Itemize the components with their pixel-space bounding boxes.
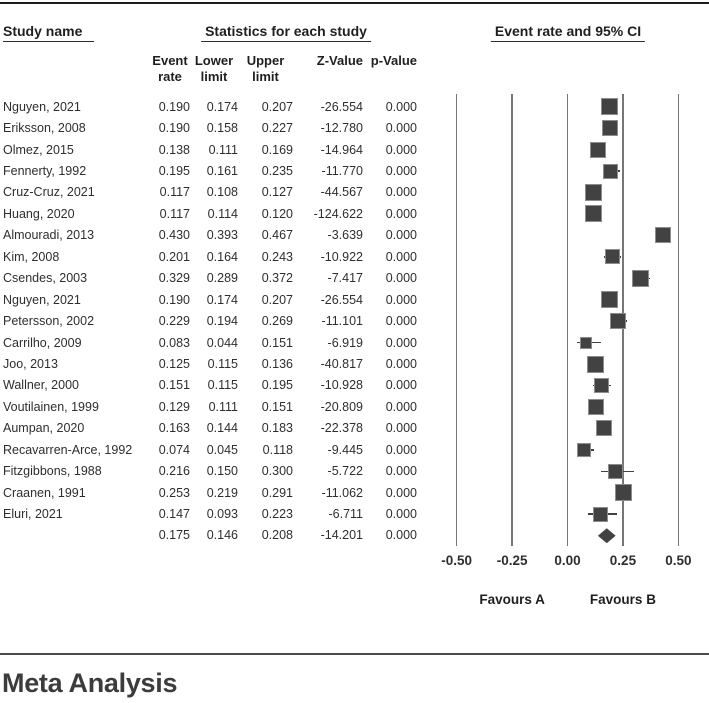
lower-limit-cell: 0.108 [206,185,238,200]
table-row [0,375,417,396]
table-row [0,439,417,460]
study-name-cell: Voutilainen, 1999 [3,399,99,414]
z-value-cell: -11.062 [321,485,363,500]
lower-limit-cell: 0.393 [206,228,238,243]
study-name-header: Study name [3,23,94,42]
x-axis-tick-label: -0.50 [441,553,473,568]
table-row [0,117,417,138]
study-marker [610,313,626,329]
z-value-cell: -14.964 [320,142,363,157]
z-value-cell: -6.919 [327,335,363,350]
study-marker [601,291,618,308]
ci-line [606,106,613,108]
column-header-upper-limit: Upper limit [246,53,285,84]
table-row [0,310,417,331]
upper-limit-cell: 0.136 [261,356,293,371]
z-value-cell: -26.554 [320,99,363,114]
x-axis-tick-label: -0.25 [496,553,528,568]
z-value-cell: -20.809 [320,399,363,414]
upper-limit-cell: 0.227 [261,121,293,136]
ci-line [593,213,594,215]
ci-line [578,449,594,451]
z-value-cell: -6.711 [328,507,363,522]
p-value-cell: 0.000 [385,228,417,243]
axis-gridline [567,94,569,546]
study-marker [632,270,649,287]
meta-analysis-title: Meta Analysis [2,668,178,698]
study-name-cell: Csendes, 2003 [3,271,88,286]
p-value-cell: 0.000 [385,507,417,522]
z-value-cell: -124.622 [313,206,363,221]
lower-limit-cell: 0.158 [206,121,238,136]
upper-limit-cell: 0.195 [261,378,293,393]
ci-group-header: Event rate and 95% CI [491,23,645,42]
study-name-cell: Craanen, 1991 [3,485,86,500]
study-marker [580,337,592,349]
event-rate-cell: 0.083 [158,335,190,350]
ci-line [603,127,618,129]
p-value-cell: 0.000 [385,314,417,329]
p-value-cell: 0.000 [385,164,417,179]
upper-limit-cell: 0.243 [261,249,293,264]
table-row [0,418,417,439]
study-marker [593,507,608,522]
study-marker [585,205,602,222]
ci-line [611,320,628,322]
p-value-cell: 0.000 [385,99,417,114]
lower-limit-cell: 0.174 [206,292,238,307]
ci-line [592,149,605,151]
upper-limit-cell: 0.183 [261,421,293,436]
lower-limit-cell: 0.144 [206,421,238,436]
ci-line [577,342,601,344]
p-value-cell: 0.000 [385,292,417,307]
z-value-cell: -7.417 [327,271,363,286]
study-name-cell: Cruz-Cruz, 2021 [3,185,95,200]
column-headers [0,53,417,84]
study-marker [602,120,618,136]
ci-line [601,471,634,473]
z-value-cell: -26.554 [320,292,363,307]
lower-limit-cell: 0.219 [206,485,238,500]
upper-limit-cell: 0.169 [261,142,293,157]
study-name-cell: Carrilho, 2009 [3,335,82,350]
table-row [0,503,417,524]
upper-limit-cell: 0.151 [261,399,293,414]
lower-limit-cell: 0.093 [206,507,238,522]
study-marker [577,443,591,457]
column-header-event-rate: Event rate [152,53,188,84]
event-rate-cell: 0.216 [158,464,190,479]
ci-line [599,428,608,430]
z-value-cell: -44.567 [320,185,363,200]
event-rate-cell: 0.117 [159,185,190,200]
ci-line [593,363,598,365]
table-row [0,460,417,481]
p-value-cell: 0.000 [385,271,417,286]
z-value-cell: -9.445 [327,442,363,457]
ci-line [592,406,601,408]
upper-limit-cell: 0.208 [261,528,293,543]
study-marker [615,484,632,501]
axis-gridline [678,94,680,546]
upper-limit-cell: 0.467 [261,228,293,243]
lower-limit-cell: 0.115 [207,356,238,371]
column-header-lower-limit: Lower limit [194,53,234,84]
lower-limit-cell: 0.164 [206,249,238,264]
column-header-spacer [0,53,150,84]
event-rate-cell: 0.253 [158,485,190,500]
upper-limit-cell: 0.207 [261,99,293,114]
p-value-cell: 0.000 [385,249,417,264]
table-row [0,139,417,160]
column-header-p-value: p-Value [370,53,417,68]
study-marker [601,98,618,115]
p-value-cell: 0.000 [385,185,417,200]
summary-diamond [598,528,616,543]
table-row [0,268,417,289]
event-rate-cell: 0.129 [158,399,190,414]
event-rate-cell: 0.147 [158,507,190,522]
upper-limit-cell: 0.223 [261,507,293,522]
study-marker [590,142,606,158]
table-row [0,332,417,353]
event-rate-cell: 0.163 [158,421,190,436]
ci-line [604,256,622,258]
study-name-cell: Huang, 2020 [3,206,75,221]
x-axis-tick-label: 0.00 [554,553,581,568]
study-name-cell: Almouradi, 2013 [3,228,95,243]
lower-limit-cell: 0.289 [206,271,238,286]
z-value-cell: -14.201 [320,528,363,543]
study-marker [585,184,602,201]
top-rule [0,2,709,4]
z-value-cell: -11.101 [321,314,363,329]
study-name-cell: Eriksson, 2008 [3,121,86,136]
study-marker [608,464,623,479]
lower-limit-cell: 0.161 [206,164,238,179]
axis-gridline [622,94,624,546]
lower-limit-cell: 0.045 [206,442,238,457]
p-value-cell: 0.000 [385,528,417,543]
study-name-cell: Petersson, 2002 [3,314,95,329]
event-rate-cell: 0.229 [158,314,190,329]
study-name-cell: Aumpan, 2020 [3,421,85,436]
study-marker [587,356,604,373]
upper-limit-cell: 0.269 [261,314,293,329]
lower-limit-cell: 0.194 [206,314,238,329]
p-value-cell: 0.000 [385,421,417,436]
event-rate-cell: 0.151 [158,378,190,393]
stats-group-header: Statistics for each study [201,23,371,42]
event-rate-cell: 0.190 [158,99,190,114]
ci-line [603,170,619,172]
study-name-cell: Joo, 2013 [3,356,58,371]
event-rate-cell: 0.190 [158,292,190,307]
ci-line [588,513,617,515]
x-axis-tick-label: 0.25 [609,553,637,568]
axis-gridline [456,94,458,546]
column-header-z-value: Z-Value [316,53,363,68]
z-value-cell: -22.378 [320,421,363,436]
p-value-cell: 0.000 [385,121,417,136]
table-row [0,396,417,417]
table-row [0,225,417,246]
study-name-cell: Kim, 2008 [3,249,60,264]
event-rate-cell: 0.074 [158,442,190,457]
study-name-cell: Nguyen, 2021 [3,292,81,307]
study-name-cell: Recavarren-Arce, 1992 [3,442,133,457]
event-rate-cell: 0.117 [159,206,190,221]
lower-limit-cell: 0.150 [206,464,238,479]
ci-line [616,492,632,494]
z-value-cell: -12.780 [320,121,363,136]
upper-limit-cell: 0.127 [261,185,293,200]
study-marker [594,378,609,393]
upper-limit-cell: 0.120 [261,206,293,221]
event-rate-cell: 0.190 [158,121,190,136]
favours-b-label: Favours B [589,592,656,607]
table-row [0,246,417,267]
footer-rule [0,653,709,655]
study-marker [588,399,604,415]
lower-limit-cell: 0.044 [206,335,238,350]
favours-a-label: Favours A [479,592,545,607]
study-name-cell: Fitzgibbons, 1988 [3,464,102,479]
lower-limit-cell: 0.111 [208,142,238,157]
upper-limit-cell: 0.118 [262,442,293,457]
study-name-cell: Olmez, 2015 [3,142,74,157]
table-row [0,203,417,224]
p-value-cell: 0.000 [385,378,417,393]
study-name-cell: Eluri, 2021 [3,507,63,522]
p-value-cell: 0.000 [385,142,417,157]
p-value-cell: 0.000 [385,335,417,350]
p-value-cell: 0.000 [385,399,417,414]
p-value-cell: 0.000 [385,464,417,479]
x-axis-tick-label: 0.50 [665,553,692,568]
table-row [0,289,417,310]
axis-gridline [511,94,513,546]
lower-limit-cell: 0.114 [207,206,238,221]
p-value-cell: 0.000 [385,485,417,500]
p-value-cell: 0.000 [385,442,417,457]
study-name-cell: Nguyen, 2021 [3,99,81,114]
table-row [0,182,417,203]
event-rate-cell: 0.201 [158,249,190,264]
study-name-cell: Wallner, 2000 [3,378,79,393]
upper-limit-cell: 0.291 [261,485,293,500]
event-rate-cell: 0.430 [158,228,190,243]
study-marker [603,164,618,179]
z-value-cell: -11.770 [321,164,363,179]
table-row [0,353,417,374]
study-marker [605,249,620,264]
lower-limit-cell: 0.115 [207,378,238,393]
event-rate-cell: 0.329 [158,271,190,286]
ci-line [606,299,613,301]
lower-limit-cell: 0.146 [206,528,238,543]
upper-limit-cell: 0.372 [261,271,293,286]
z-value-cell: -10.922 [320,249,363,264]
z-value-cell: -3.639 [327,228,363,243]
z-value-cell: -40.817 [320,356,363,371]
event-rate-cell: 0.138 [158,142,190,157]
p-value-cell: 0.000 [385,206,417,221]
lower-limit-cell: 0.174 [206,99,238,114]
table-row [0,525,417,546]
upper-limit-cell: 0.151 [261,335,293,350]
ci-line [593,385,611,387]
z-value-cell: -5.722 [327,464,363,479]
ci-line [655,235,671,237]
lower-limit-cell: 0.111 [208,399,238,414]
study-table [0,96,417,546]
table-row [0,96,417,117]
table-row [0,160,417,181]
p-value-cell: 0.000 [385,356,417,371]
upper-limit-cell: 0.207 [261,292,293,307]
event-rate-cell: 0.195 [158,164,190,179]
event-rate-cell: 0.125 [158,356,190,371]
upper-limit-cell: 0.300 [261,464,293,479]
study-name-cell: Fennerty, 1992 [3,164,87,179]
event-rate-cell: 0.175 [158,528,190,543]
ci-line [632,278,650,280]
study-marker [596,420,612,436]
upper-limit-cell: 0.235 [261,164,293,179]
ci-line [591,192,595,194]
z-value-cell: -10.928 [320,378,363,393]
study-marker [655,227,671,243]
table-row [0,482,417,503]
